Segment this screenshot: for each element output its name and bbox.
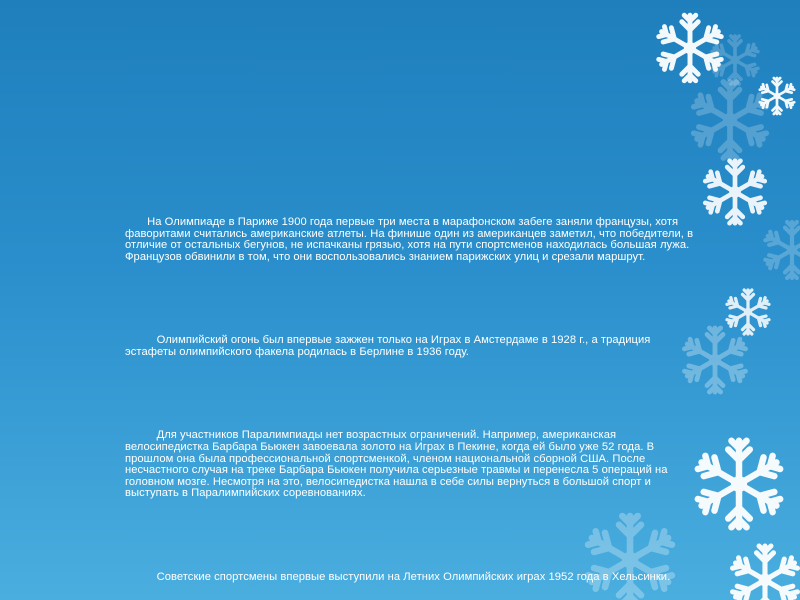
snowflake-icon [696, 441, 782, 527]
paragraph [90, 407, 702, 511]
paragraph-text: На Олимпиаде в Париже 1900 года первые три места в марафонском забеге заняли французы, хотя фаворитами считались американские атлеты. На финише один из американцев заметил, что победители, в отличие от остальных бегунов, не испачканы грязью, хотя на пути спортсменов находилась большая лужа. Французов обвинили в том, что они воспользовались знанием парижских улиц и срезали маршрут. [125, 216, 697, 263]
snowflake-icon [704, 161, 766, 223]
slide-text-body [90, 194, 702, 595]
snowflake-icon [726, 290, 770, 334]
snowflake-icon [764, 222, 800, 278]
paragraph-text: Для участников Паралимпиады нет возрастных ограничений. Например, американская велосипедистка Барбара Бьюкен завоевала золото на Играх в Пекине, когда ей было уже 52 года. В прошлом она была профессиональной спортсменкой, членом национальной сборной США. После несчастного случая на треке Барбара Бьюкен получила серьезные травмы и перенесла 5 операций на головном мозге. Несмотря на это, велосипедистка нашла в себе силы вернуться в большой спорт и выступать в Паралимпийских соревнованиях. [125, 429, 671, 500]
paragraph [90, 194, 702, 275]
snowflake-icon [692, 82, 767, 158]
snowflake-icon [731, 546, 798, 600]
paragraph-text: Советские спортсмены впервые выступили на Летних Олимпийских играх 1952 года в Хельсинки. [143, 570, 671, 583]
paragraph [90, 312, 702, 370]
paragraph [90, 548, 702, 594]
paragraph-text: Олимпийский огонь был впервые зажжен только на Играх в Амстердаме в 1928 г., а традиция эстафеты олимпийского факела родилась в Берлине в 1936 году. [125, 334, 654, 358]
